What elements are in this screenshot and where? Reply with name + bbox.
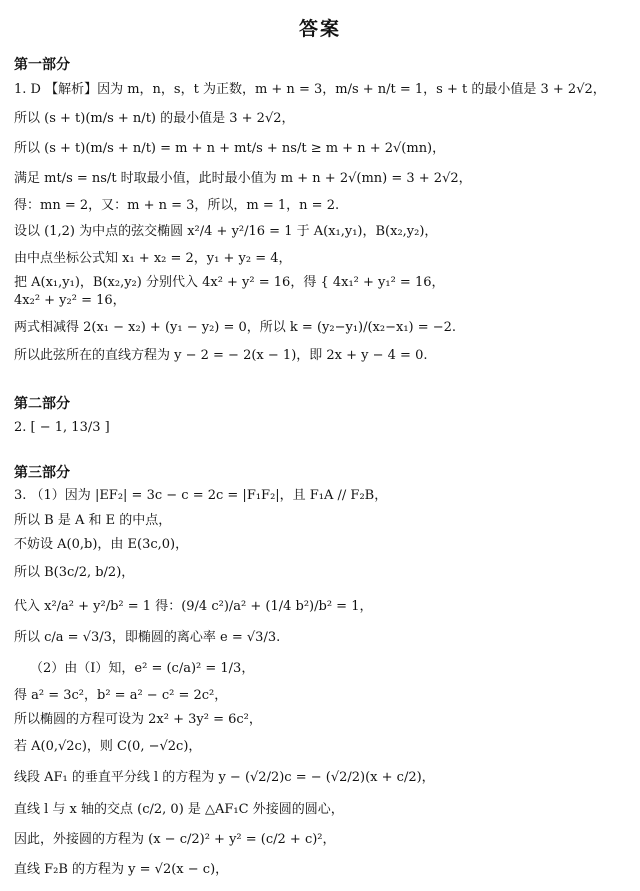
answer-line: 3. （1）因为 |EF₂| = 3c − c = 2c = |F₁F₂|，且 F₁A // F₂B， (14, 488, 388, 503)
answer-line: 得：mn = 2，又：m + n = 3，所以，m = 1，n = 2. (14, 198, 340, 213)
answer-line: 得 a² = 3c²，b² = a² − c² = 2c²， (14, 688, 228, 703)
answer-line: 所以 (s + t)(m/s + n/t) = m + n + mt/s + ns/t ≥ m + n + 2√(mn)， (14, 141, 446, 156)
answer-line: 满足 mt/s = ns/t 时取最小值，此时最小值为 m + n + 2√(mn) = 3 + 2√2， (14, 171, 472, 186)
page-title: 答案 (298, 18, 341, 40)
answer-line: 2. [ − 1, 13/3 ] (14, 420, 110, 435)
answer-line: 代入 x²/a² + y²/b² = 1 得：(9/4 c²)/a² + (1/4 b²)/b² = 1， (14, 599, 373, 614)
answer-line: 因此，外接圆的方程为 (x − c/2)² + y² = (c/2 + c)²， (14, 832, 336, 847)
section-heading-part3: 第三部分 (14, 465, 70, 481)
answer-line: 所以椭圆的方程可设为 2x² + 3y² = 6c²， (14, 712, 262, 727)
answer-line: 1. D 【解析】因为 m，n，s，t 为正数，m + n = 3，m/s + n/t = 1，s + t 的最小值是 3 + 2√2， (14, 82, 606, 97)
answer-line: 所以 (s + t)(m/s + n/t) 的最小值是 3 + 2√2， (14, 111, 295, 126)
answer-line: 所以此弦所在的直线方程为 y − 2 = − 2(x − 1)，即 2x + y − 4 = 0. (14, 348, 428, 363)
answer-line: 直线 l 与 x 轴的交点 (c/2, 0) 是 △AF₁C 外接圆的圆心， (14, 802, 344, 817)
answer-line: 不妨设 A(0,b)，由 E(3c,0)， (14, 537, 189, 552)
answer-line: 设以 (1,2) 为中点的弦交椭圆 x²/4 + y²/16 = 1 于 A(x₁,y₁)，B(x₂,y₂)， (14, 224, 438, 239)
answer-line: 若 A(0,√2c)，则 C(0, −√2c)， (14, 739, 202, 754)
answer-line: 4x₂² + y₂² = 16， (14, 293, 126, 308)
section-heading-part2: 第二部分 (14, 396, 70, 412)
answer-line: 所以 B(3c/2, b/2)， (14, 565, 135, 580)
section-heading-part1: 第一部分 (14, 57, 70, 73)
answer-line: 两式相减得 2(x₁ − x₂) + (y₁ − y₂) = 0，所以 k = (y₂−y₁)/(x₂−x₁) = −2. (14, 320, 457, 335)
answer-line: 所以 B 是 A 和 E 的中点， (14, 513, 172, 528)
answer-line: 所以 c/a = √3/3，即椭圆的离心率 e = √3/3. (14, 630, 281, 645)
answer-line: 由中点坐标公式知 x₁ + x₂ = 2，y₁ + y₂ = 4， (14, 251, 292, 266)
answer-line: 把 A(x₁,y₁)，B(x₂,y₂) 分别代入 4x² + y² = 16，得 { 4x₁² + y₁² = 16， (14, 275, 445, 290)
answer-line: 直线 F₂B 的方程为 y = √2(x − c)， (14, 862, 229, 877)
answer-line: 线段 AF₁ 的垂直平分线 l 的方程为 y − (√2/2)c = − (√2/2)(x + c/2)， (14, 770, 435, 785)
answer-line: （2）由（Ⅰ）知，e² = (c/a)² = 1/3， (30, 661, 255, 676)
